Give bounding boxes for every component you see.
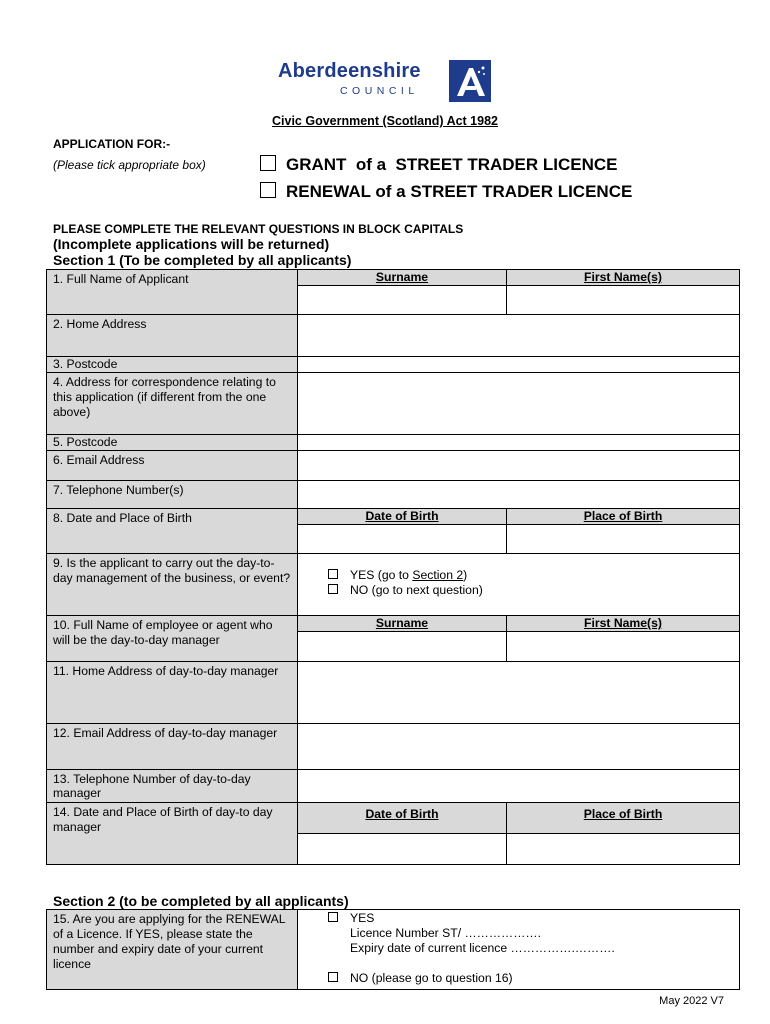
- q15-no-checkbox[interactable]: [328, 972, 338, 982]
- pob-field[interactable]: [507, 525, 740, 554]
- grant-option[interactable]: [260, 155, 618, 175]
- manager-address-field[interactable]: [298, 662, 740, 724]
- manager-first-names-header: First Name(s): [507, 616, 740, 632]
- first-names-field[interactable]: [507, 286, 740, 315]
- dob-field[interactable]: [298, 525, 507, 554]
- telephone-field[interactable]: [298, 481, 740, 509]
- manager-telephone-field[interactable]: [298, 770, 740, 803]
- email-field[interactable]: [298, 451, 740, 481]
- q8-label: 8. Date and Place of Birth: [47, 509, 298, 554]
- first-names-header: First Name(s): [507, 270, 740, 286]
- council-sub: COUNCIL: [339, 85, 419, 97]
- q9-no-label: NO (go to next question): [350, 583, 483, 597]
- council-logo-text: [278, 60, 421, 97]
- q9-yes-label: YES (go to: [350, 568, 413, 582]
- q9-no-checkbox[interactable]: [328, 584, 338, 594]
- council-name: Aberdeenshire: [278, 60, 421, 82]
- q9-label: 9. Is the applicant to carry out the day-to-day management of the business, or event?: [47, 554, 298, 616]
- q10-label: 10. Full Name of employee or agent who will be the day-to-day manager: [47, 616, 298, 662]
- q5-label: 5. Postcode: [47, 435, 298, 451]
- q12-label: 12. Email Address of day-to-day manager: [47, 724, 298, 770]
- renewal-option-label: RENEWAL of a STREET TRADER LICENCE: [286, 182, 633, 201]
- block-capitals-note: PLEASE COMPLETE THE RELEVANT QUESTIONS IN BLOCK CAPITALS: [53, 222, 464, 236]
- grant-checkbox[interactable]: [260, 155, 276, 171]
- q14-label: 14. Date and Place of Birth of day-to day manager: [47, 803, 298, 865]
- correspondence-postcode-field[interactable]: [298, 435, 740, 451]
- manager-surname-header: Surname: [298, 616, 507, 632]
- q4-label: 4. Address for correspondence relating to this application (if different from the one above): [47, 373, 298, 435]
- correspondence-address-field[interactable]: [298, 373, 740, 435]
- q9-answers: [298, 554, 740, 616]
- q9-yes-suffix: ): [463, 568, 468, 582]
- footer-version: May 2022 V7: [659, 995, 724, 1007]
- section2-link[interactable]: Section 2: [412, 568, 464, 582]
- surname-field[interactable]: [298, 286, 507, 315]
- incomplete-note: (Incomplete applications will be returned): [53, 236, 330, 252]
- q15-yes-option[interactable]: [328, 911, 739, 926]
- dob-header: Date of Birth: [298, 509, 507, 525]
- surname-header: Surname: [298, 270, 507, 286]
- council-logo-icon: [449, 60, 491, 102]
- q15-yes-label: YES: [350, 911, 375, 925]
- q15-no-label: NO (please go to question 16): [350, 971, 513, 985]
- q15-no-option[interactable]: [328, 971, 739, 986]
- grant-option-label: GRANT of a STREET TRADER LICENCE: [286, 155, 618, 174]
- renewal-checkbox[interactable]: [260, 182, 276, 198]
- tick-note: (Please tick appropriate box): [53, 158, 206, 172]
- manager-surname-field[interactable]: [298, 632, 507, 662]
- act-title: Civic Government (Scotland) Act 1982: [272, 114, 498, 128]
- section1-title: Section 1 (To be completed by all applicants): [53, 252, 352, 268]
- manager-pob-field[interactable]: [507, 834, 740, 865]
- home-address-field[interactable]: [298, 315, 740, 357]
- q15-label: 15. Are you are applying for the RENEWAL of a Licence. If YES, please state the number and expiry date of your current licence: [47, 910, 298, 990]
- q9-yes-option[interactable]: [328, 568, 739, 583]
- section1-table: [46, 269, 740, 865]
- postcode-field[interactable]: [298, 357, 740, 373]
- q9-no-option[interactable]: [328, 583, 739, 598]
- q9-yes-checkbox[interactable]: [328, 569, 338, 579]
- expiry-date-line[interactable]: Expiry date of current licence …………….……….: [350, 941, 615, 955]
- application-for-label: APPLICATION FOR:-: [53, 137, 171, 151]
- manager-email-field[interactable]: [298, 724, 740, 770]
- pob-header: Place of Birth: [507, 509, 740, 525]
- manager-first-names-field[interactable]: [507, 632, 740, 662]
- q11-label: 11. Home Address of day-to-day manager: [47, 662, 298, 724]
- q6-label: 6. Email Address: [47, 451, 298, 481]
- licence-number-line[interactable]: Licence Number ST/ ……………….: [350, 926, 541, 940]
- q2-label: 2. Home Address: [47, 315, 298, 357]
- section2-title: Section 2 (to be completed by all applicants): [53, 893, 349, 909]
- section2-table: [46, 909, 740, 990]
- manager-dob-field[interactable]: [298, 834, 507, 865]
- manager-dob-header: Date of Birth: [298, 803, 507, 834]
- q7-label: 7. Telephone Number(s): [47, 481, 298, 509]
- q3-label: 3. Postcode: [47, 357, 298, 373]
- manager-pob-header: Place of Birth: [507, 803, 740, 834]
- q15-yes-checkbox[interactable]: [328, 912, 338, 922]
- q15-answers: [298, 910, 740, 990]
- renewal-option[interactable]: [260, 182, 632, 202]
- q13-label: 13. Telephone Number of day-to-day manager: [47, 770, 298, 803]
- q1-label: 1. Full Name of Applicant: [47, 270, 298, 315]
